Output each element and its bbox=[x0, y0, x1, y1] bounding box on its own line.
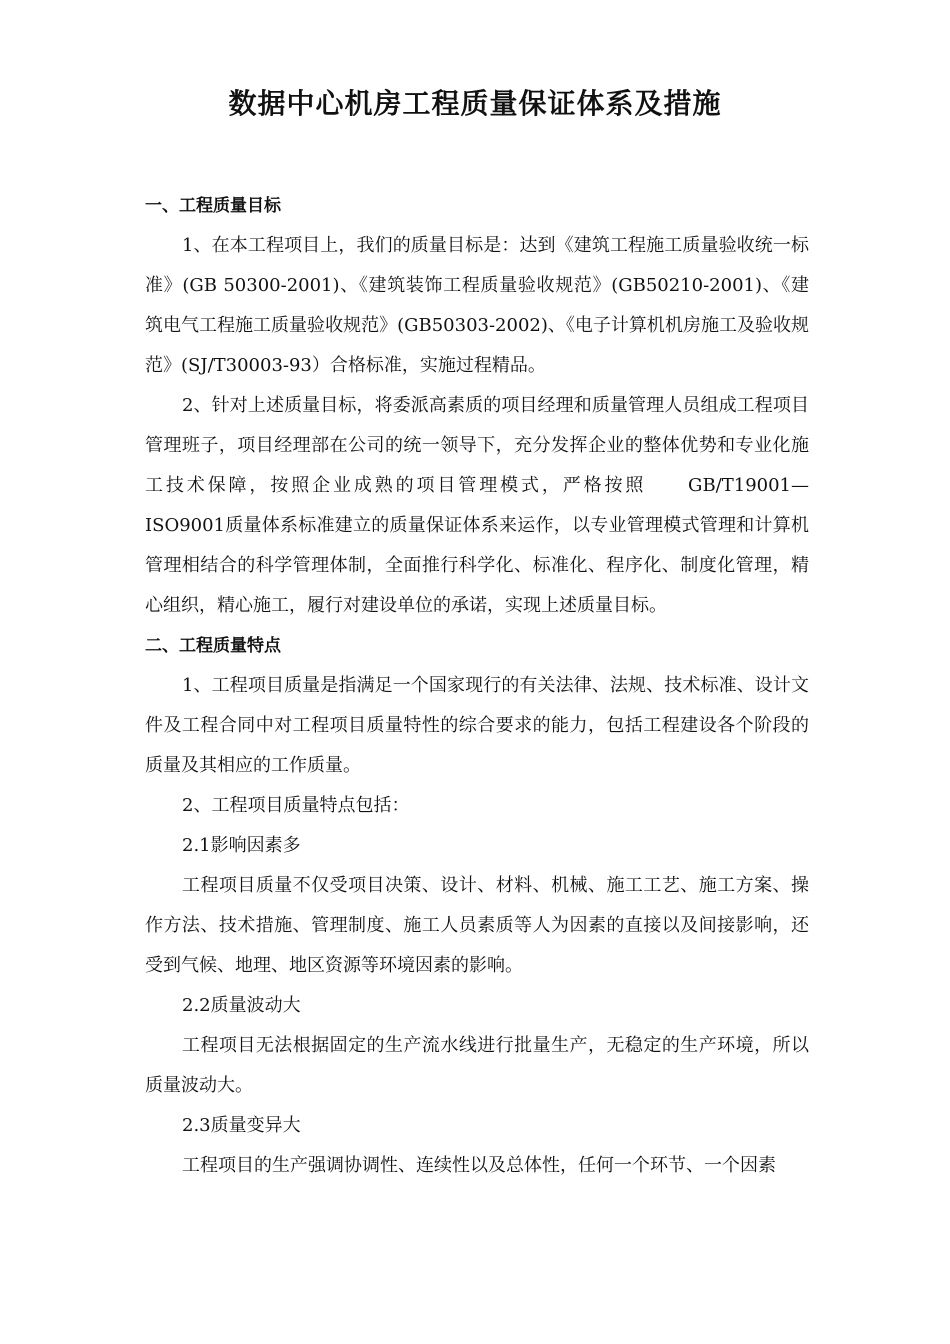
paragraph-large-variation: 工程项目的生产强调协调性、连续性以及总体性，任何一个环节、一个因素 bbox=[182, 1155, 776, 1176]
subheading-large-variation: 2.3质量变异大 bbox=[182, 1115, 301, 1136]
subheading-many-factors: 2.1影响因素多 bbox=[182, 835, 301, 856]
paragraph-quality-goal-standards: 1、在本工程项目上，我们的质量目标是：达到《建筑工程施工质量验收统一标准》(GB 50300-2001)、《建筑装饰工程质量验收规范》(GB50210-2001)、《建筑电气工程施工质量验收规范》(GB50303-2002)、《电子计算机机房施工及验收规范》(SJ/T30003-93）合格标准，实施过程精品。 bbox=[145, 235, 809, 376]
paragraph-many-factors: 工程项目质量不仅受项目决策、设计、材料、机械、施工工艺、施工方案、操作方法、技术措施、管理制度、施工人员素质等人为因素的直接以及间接影响，还受到气候、地理、地区资源等环境因素的影响。 bbox=[145, 875, 809, 976]
page-title: 数据中心机房工程质量保证体系及措施 bbox=[228, 87, 722, 120]
paragraph-quality-definition: 1、工程项目质量是指满足一个国家现行的有关法律、法规、技术标准、设计文件及工程合同中对工程项目质量特性的综合要求的能力，包括工程建设各个阶段的质量及其相应的工作质量。 bbox=[145, 675, 809, 776]
paragraph-quality-goal-management: 2、针对上述质量目标，将委派高素质的项目经理和质量管理人员组成工程项目管理班子，项目经理部在公司的统一领导下，充分发挥企业的整体优势和专业化施工技术保障，按照企业成熟的项目管理模式，严格按照 GB/T19001—ISO9001质量体系标准建立的质量保证体系来运作，以专业管理模式管理和计算机管理相结合的科学管理体制，全面推行科学化、标准化、程序化、制度化管理，精心组织，精心施工，履行对建设单位的承诺，实现上述质量目标。 bbox=[145, 395, 809, 616]
subheading-large-fluctuation: 2.2质量波动大 bbox=[182, 995, 301, 1016]
section-heading-quality-goals: 一、工程质量目标 bbox=[145, 196, 281, 216]
paragraph-large-fluctuation: 工程项目无法根据固定的生产流水线进行批量生产，无稳定的生产环境，所以质量波动大。 bbox=[145, 1035, 809, 1096]
section-heading-quality-features: 二、工程质量特点 bbox=[145, 636, 281, 656]
document-body bbox=[145, 186, 809, 1186]
paragraph-quality-features-intro: 2、工程项目质量特点包括： bbox=[182, 795, 410, 816]
